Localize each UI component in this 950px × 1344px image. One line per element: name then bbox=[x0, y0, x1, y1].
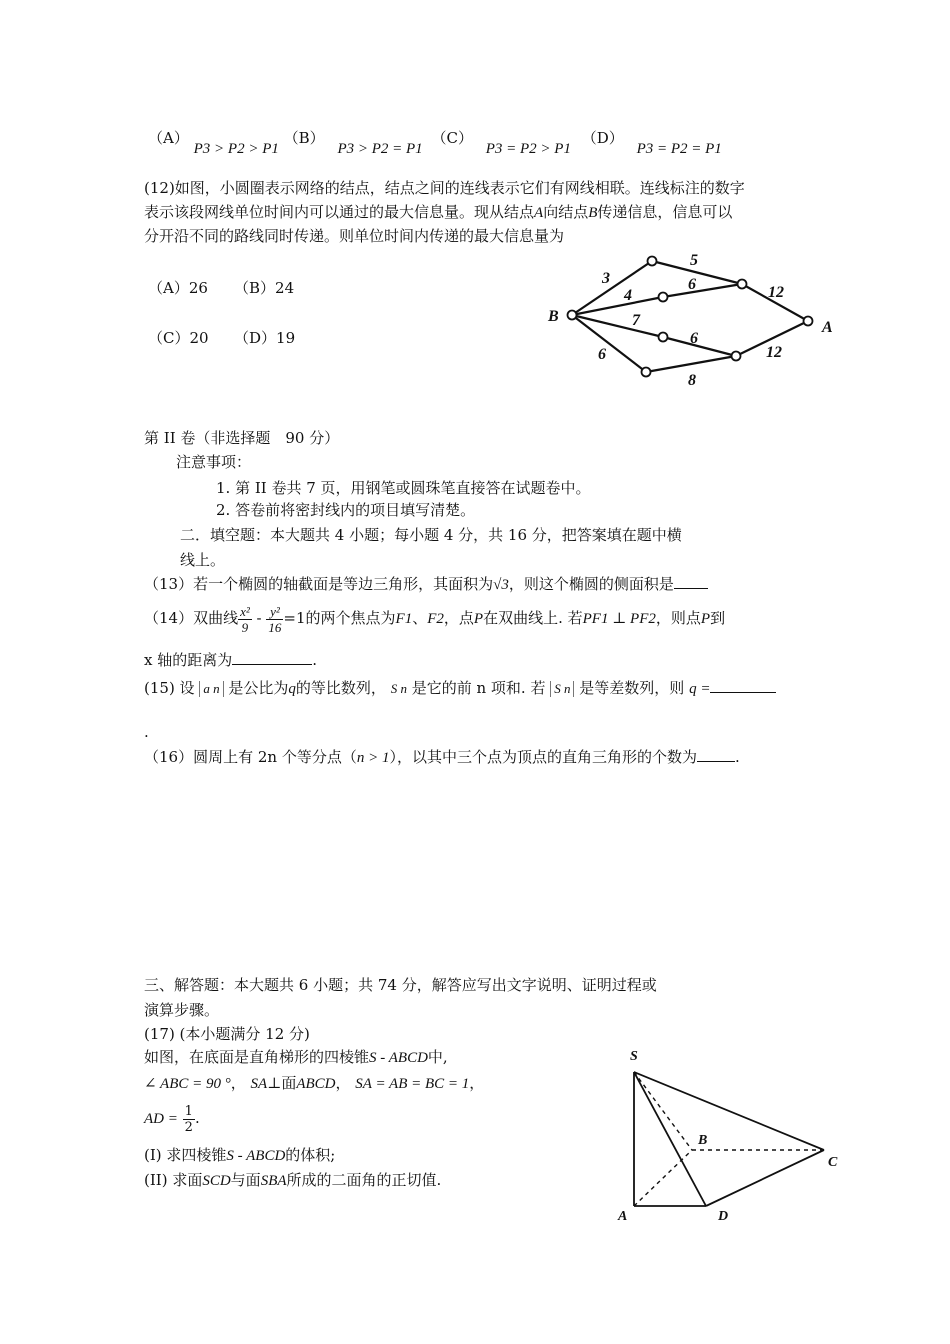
q14-x-squared: x² bbox=[240, 603, 250, 619]
q17-line-3 bbox=[144, 1100, 200, 1137]
q11-option-a: P3 > P2 > P1 bbox=[193, 141, 279, 157]
q17-angle: ∠ ABC = 90 ° bbox=[144, 1076, 231, 1092]
q16-a: （16）圆周上有 2n 个等分点（ bbox=[144, 748, 357, 766]
q17-ad: AD = bbox=[144, 1111, 178, 1127]
part2-title: 第 II 卷（非选择题 90 分） bbox=[144, 429, 340, 447]
q15 bbox=[144, 678, 776, 699]
q17-header: (17) (本小题满分 12 分) bbox=[144, 1025, 310, 1043]
q13 bbox=[144, 574, 708, 595]
q16-answer-blank[interactable] bbox=[697, 747, 735, 762]
q17-perp: ⊥面 bbox=[267, 1074, 297, 1092]
fill-instructions-2: 线上。 bbox=[180, 551, 226, 569]
q14-line-1 bbox=[144, 600, 725, 637]
q14-condition: PF1 ⊥ PF2 bbox=[582, 611, 656, 627]
q17-part-2c: 所成的二面角的正切值. bbox=[286, 1171, 442, 1189]
q14-p2: P bbox=[700, 611, 711, 627]
q15-sum-s: S n bbox=[390, 681, 407, 696]
q17-pyramid: S - ABCD bbox=[369, 1050, 428, 1066]
q11-option-a-label: （A） bbox=[148, 129, 189, 147]
q17-comma-1: ， bbox=[230, 1074, 246, 1092]
q11-option-b: P3 > P2 = P1 bbox=[337, 141, 423, 157]
q12-line-2a: 表示该段网线单位时间内可以通过的最大信息量。现从结点 bbox=[144, 203, 535, 221]
q11-option-d-label: （D） bbox=[581, 129, 624, 147]
fill-instructions-1: 二．填空题：本大题共 4 小题；每小题 4 分，共 16 分，把答案填在题中横 bbox=[180, 526, 682, 544]
node-low-mid bbox=[732, 352, 741, 361]
q14-eq1: =1的两个焦点为 bbox=[283, 609, 396, 627]
q17-abcd: ABCD bbox=[296, 1076, 336, 1092]
weight-top-mid: 5 bbox=[690, 252, 698, 269]
q17-part-2b: 与面 bbox=[230, 1171, 261, 1189]
weight-b-lower: 7 bbox=[632, 312, 640, 329]
q16-b: ），以其中三个点为顶点的直角三角形的个数为 bbox=[389, 748, 697, 766]
node-top-mid bbox=[738, 280, 747, 289]
q16 bbox=[144, 747, 740, 768]
weight-topmid-a: 12 bbox=[768, 284, 784, 301]
q11-options bbox=[148, 128, 722, 157]
weight-lower-mid: 6 bbox=[690, 330, 698, 347]
part2-notice: 注意事项： bbox=[176, 453, 252, 471]
weight-b-upper: 4 bbox=[624, 287, 632, 304]
q14-mid2: 在双曲线上. 若 bbox=[483, 609, 583, 627]
q14-frac-x bbox=[238, 604, 252, 635]
q12-option-a: （A）26 bbox=[148, 279, 208, 297]
node-lower bbox=[659, 333, 668, 342]
q15-t2: 的等比数列， bbox=[295, 679, 386, 697]
q12-line-1: (12)如图，小圆圈表示网络的结点，结点之间的连线表示它们有网线相联。连线标注的数字 bbox=[144, 179, 745, 197]
q11-option-c: P3 = P2 > P1 bbox=[485, 141, 571, 157]
q15-t4: 是等差数列，则 bbox=[579, 679, 685, 697]
q12-line-2 bbox=[144, 202, 732, 223]
q17-line-2 bbox=[144, 1073, 484, 1094]
q11-option-c-label: （C） bbox=[431, 129, 473, 147]
q14-mid3: ，则点 bbox=[655, 609, 701, 627]
q17-period: . bbox=[194, 1109, 200, 1127]
q17-l1a: 如图，在底面是直角梯形的四棱锥 bbox=[144, 1048, 370, 1066]
q17-part-1b: 的体积; bbox=[285, 1146, 336, 1164]
q14-nine: 9 bbox=[241, 619, 249, 635]
q12-line-2b: 向结点 bbox=[543, 203, 589, 221]
q17-equalities: SA = AB = BC = 1 bbox=[355, 1076, 470, 1092]
q15-t3: 是它的前 n 项和. 若 bbox=[411, 679, 546, 697]
node-upper bbox=[659, 293, 668, 302]
node-a bbox=[804, 317, 813, 326]
q12-option-b: （B）24 bbox=[234, 279, 295, 297]
part3-line-1: 三、解答题：本大题共 6 小题；共 74 分，解答应写出文字说明、证明过程或 bbox=[144, 976, 657, 994]
q17-l1b: 中, bbox=[427, 1048, 448, 1066]
q14-mid4: 到 bbox=[710, 609, 726, 627]
weight-b-bottom: 6 bbox=[598, 346, 606, 363]
q13-answer-blank[interactable] bbox=[674, 574, 708, 589]
q17-half-num: 1 bbox=[184, 1103, 193, 1119]
q14-f1: F1 bbox=[395, 611, 413, 627]
q11-option-d: P3 = P2 = P1 bbox=[636, 141, 722, 157]
q13-text-a: （13）若一个椭圆的轴截面是等边三角形，其面积为 bbox=[144, 575, 494, 593]
q15-prefix: (15) 设 bbox=[144, 679, 195, 697]
part3-line-2: 演算步骤。 bbox=[144, 1001, 220, 1019]
q17-part-1 bbox=[144, 1145, 335, 1166]
weight-lowmid-a: 12 bbox=[766, 344, 782, 361]
part2-note-1: 1. 第 II 卷共 7 页，用钢笔或圆珠笔直接答在试题卷中。 bbox=[216, 479, 591, 497]
q13-text-b: ，则这个椭圆的侧面积是 bbox=[508, 575, 674, 593]
fig-label-s: S bbox=[630, 1049, 638, 1064]
q17-part-2 bbox=[144, 1170, 441, 1191]
q14-line-2 bbox=[144, 650, 317, 670]
q14-sixteen: 16 bbox=[268, 619, 282, 635]
q12-line-2c: 传递信息，信息可以 bbox=[597, 203, 733, 221]
q14-f2: F2 bbox=[427, 611, 444, 627]
q17-part-1a: (I) 求四棱锥 bbox=[144, 1146, 227, 1164]
weight-upper-mid: 6 bbox=[688, 276, 696, 293]
q14-sep: 、 bbox=[412, 609, 428, 627]
q12-option-c: （C）20 bbox=[148, 329, 209, 347]
fig-label-c: C bbox=[828, 1155, 838, 1170]
q12-var-a: A bbox=[534, 205, 544, 221]
q15-sequence-a: a n bbox=[199, 681, 223, 697]
q15-t1: 是公比为 bbox=[228, 679, 289, 697]
weight-b-top: 3 bbox=[602, 270, 610, 287]
q17-half-den: 2 bbox=[184, 1119, 193, 1135]
q17-part-2a: (II) 求面 bbox=[144, 1171, 203, 1189]
q13-sqrt3: √3 bbox=[493, 577, 509, 593]
q12-line-3: 分开沿不同的路线同时传递。则单位时间内传递的最大信息量为 bbox=[144, 227, 565, 245]
q14-mid: ，点 bbox=[443, 609, 474, 627]
q15-dot: . bbox=[144, 723, 149, 741]
q17-sa: SA bbox=[250, 1076, 268, 1092]
q17-line-1 bbox=[144, 1047, 448, 1068]
q12-var-b: B bbox=[588, 205, 598, 221]
pyramid-figure bbox=[610, 1040, 850, 1230]
q14-end: . bbox=[312, 651, 318, 669]
q15-q-equals: q = bbox=[689, 681, 711, 697]
q14-p1: P bbox=[473, 611, 484, 627]
q16-condition: n > 1 bbox=[356, 750, 390, 766]
q12-option-d: （D）19 bbox=[234, 329, 296, 347]
q17-comma-2: ， bbox=[335, 1074, 351, 1092]
q17-scd: SCD bbox=[202, 1173, 231, 1189]
q14-answer-blank[interactable] bbox=[232, 650, 312, 665]
q17-part-1-pyramid: S - ABCD bbox=[226, 1148, 286, 1164]
fig-label-d: D bbox=[718, 1209, 729, 1224]
node-b bbox=[568, 311, 577, 320]
part2-note-2: 2. 答卷前将密封线内的项目填写清楚。 bbox=[216, 501, 476, 519]
label-a: A bbox=[822, 319, 833, 336]
q14-line-2-text: x 轴的距离为 bbox=[144, 651, 233, 669]
node-top bbox=[648, 257, 657, 266]
network-diagram bbox=[540, 245, 840, 395]
q15-q: q bbox=[288, 681, 296, 697]
label-b: B bbox=[548, 308, 559, 325]
weight-bottom-mid: 8 bbox=[688, 372, 696, 389]
q11-option-b-label: （B） bbox=[283, 129, 325, 147]
q14-minus: - bbox=[256, 609, 262, 627]
q14-y-squared: y² bbox=[266, 604, 283, 620]
q14-frac-y bbox=[266, 604, 283, 635]
q14-prefix: （14）双曲线 bbox=[144, 609, 239, 627]
q16-end: . bbox=[734, 748, 740, 766]
q17-comma-3: ， bbox=[469, 1074, 485, 1092]
fig-label-b: B bbox=[698, 1133, 708, 1148]
q15-sequence-s: S n bbox=[550, 681, 574, 697]
q15-answer-blank[interactable] bbox=[710, 683, 776, 693]
node-bottom bbox=[642, 368, 651, 377]
q17-half bbox=[183, 1104, 195, 1135]
fig-label-a: A bbox=[618, 1209, 628, 1224]
q17-sba: SBA bbox=[260, 1173, 287, 1189]
